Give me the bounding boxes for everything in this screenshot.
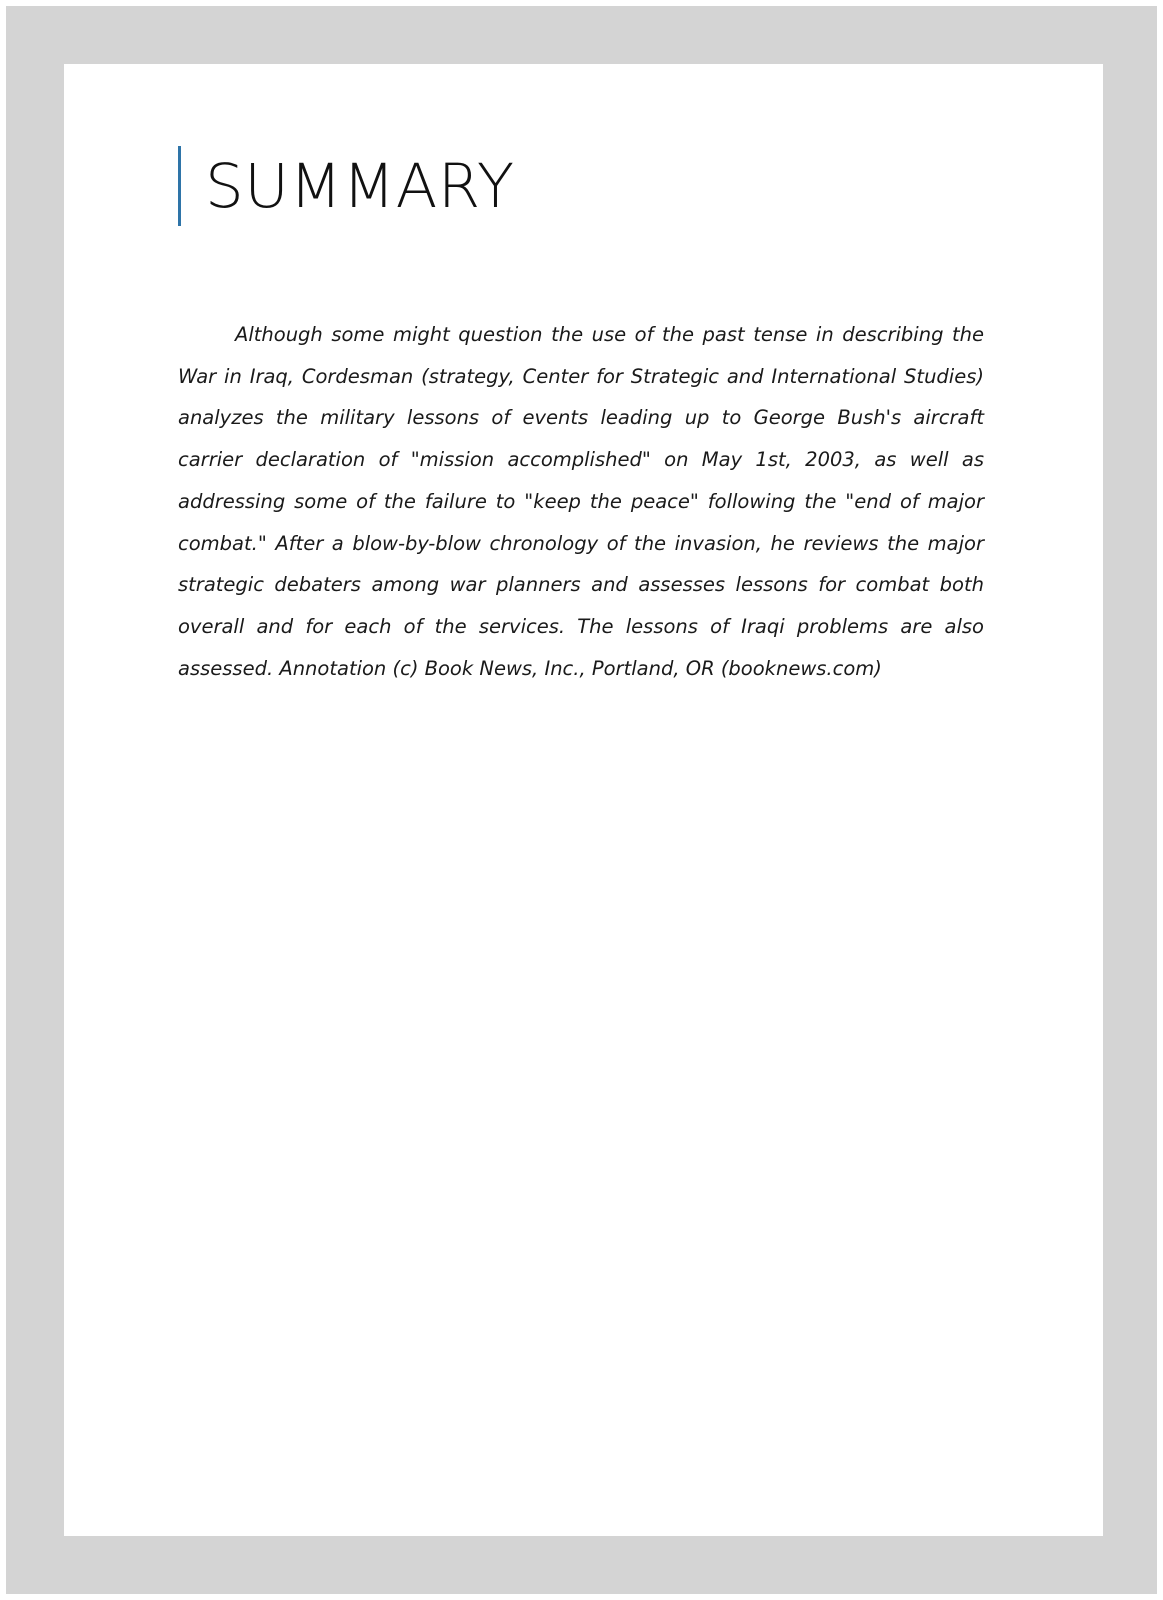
page-title: SUMMARY [205, 150, 515, 222]
summary-paragraph: Although some might question the use of the past tense in describing the War in Iraq, Cordesman (strategy, Center for Strategic and International Studies) analyzes the military lessons of events leading up to George Bush's aircraft carrier declaration of "mission accomplished" on May 1st, 2003, as well as addressing some of the failure to "keep the peace" following the "end of major combat." After a blow-by-blow chronology of the invasion, he reviews the major strategic debaters among war planners and assesses lessons for combat both overall and for each of the services. The lessons of Iraqi problems are also assessed. Annotation (c) Book News, Inc., Portland, OR (booknews.com) [178, 323, 984, 680]
title-block [178, 146, 515, 226]
page-frame [6, 6, 1157, 1594]
title-accent-bar [178, 146, 181, 226]
document-page [64, 64, 1103, 1536]
